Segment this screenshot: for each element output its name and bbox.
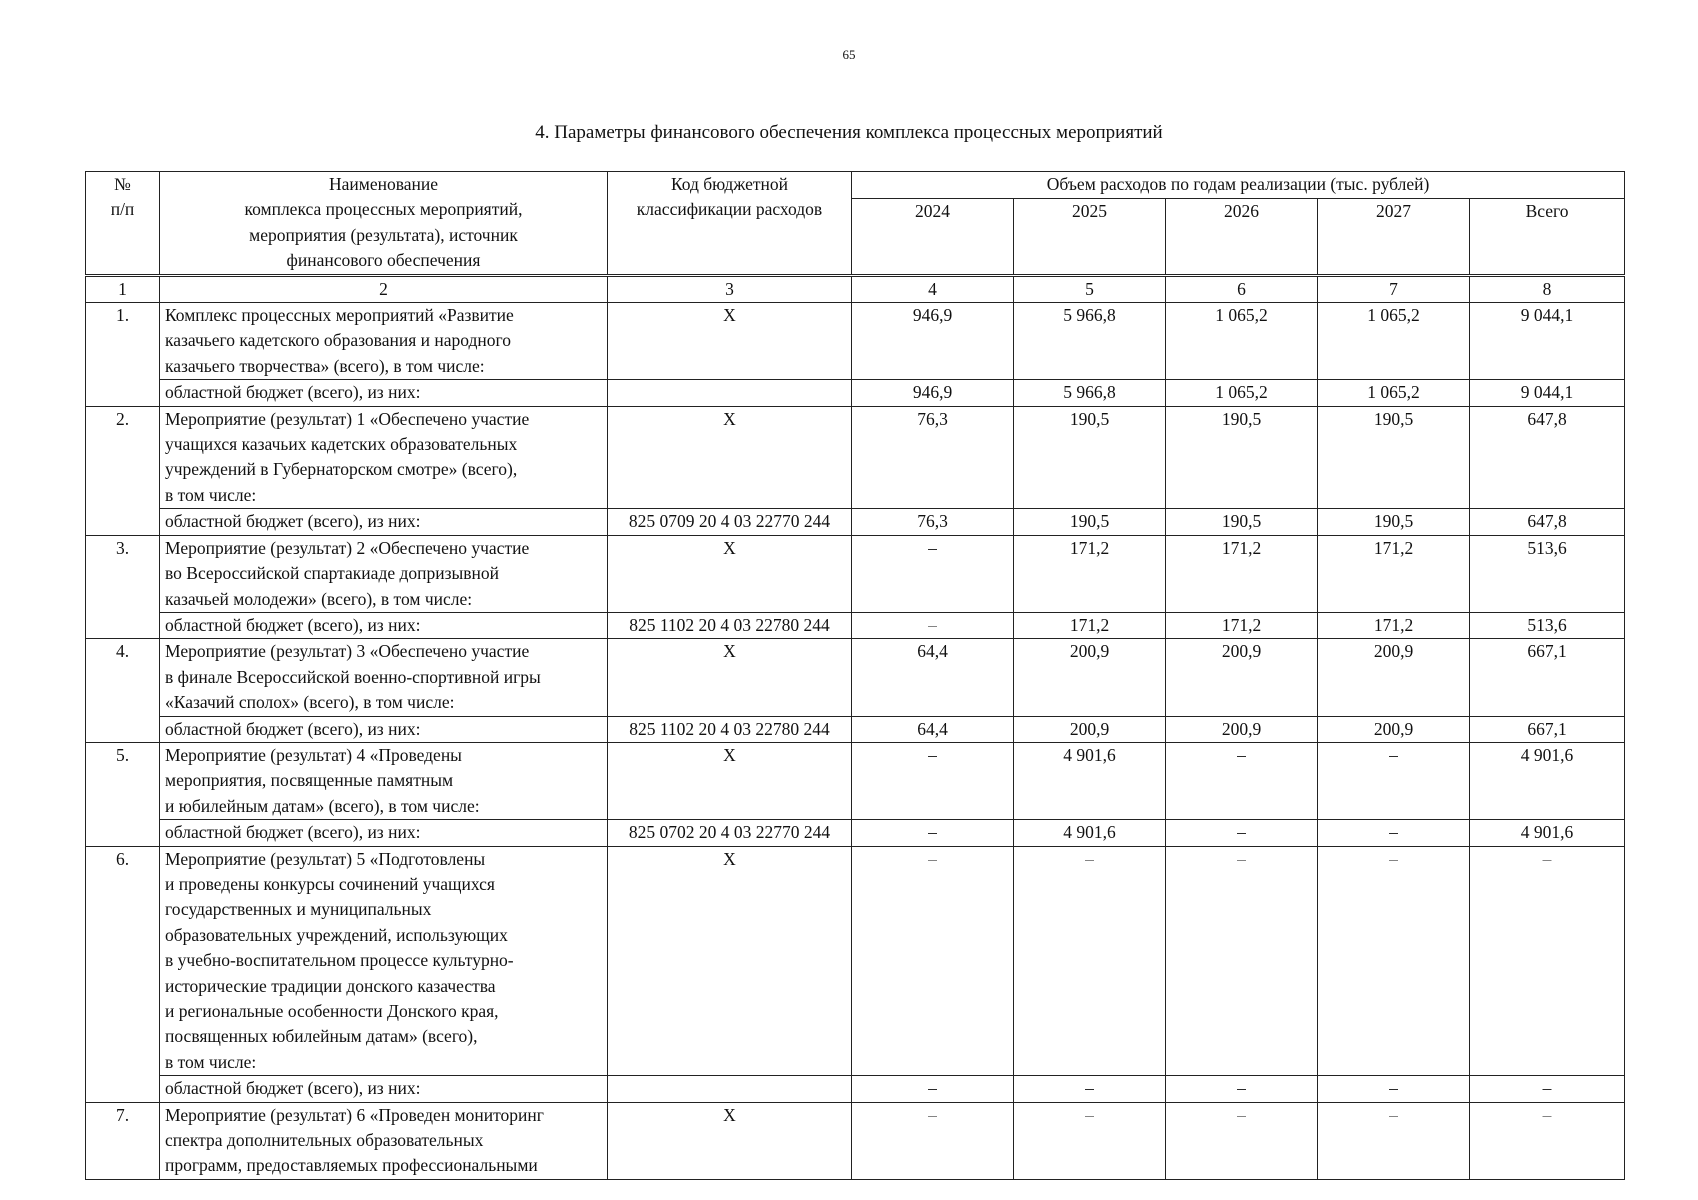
- column-number: 8: [1470, 275, 1625, 302]
- row-code: X: [608, 846, 852, 1076]
- row-value: 946,9: [852, 303, 1014, 380]
- row-value: –: [1470, 1102, 1625, 1179]
- subrow-value: 190,5: [1014, 509, 1166, 535]
- table-subrow: [86, 509, 1625, 535]
- subrow-name: областной бюджет (всего), из них:: [160, 820, 608, 846]
- row-number: 2.: [86, 406, 160, 535]
- table-row: [86, 742, 1625, 819]
- subrow-value: 200,9: [1014, 716, 1166, 742]
- header-row-1: [86, 172, 1625, 199]
- subrow-name: областной бюджет (всего), из них:: [160, 380, 608, 406]
- header-year: 2025: [1014, 198, 1166, 275]
- row-name: Мероприятие (результат) 1 «Обеспечено участие учащихся казачьих кадетских образовательных учреждений в Губернаторском смотре» (всего), в том числе:: [160, 406, 608, 509]
- table-row: [86, 639, 1625, 716]
- row-name: Мероприятие (результат) 4 «Проведены мероприятия, посвященные памятным и юбилейным датам» (всего), в том числе:: [160, 742, 608, 819]
- row-value: –: [1470, 846, 1625, 1076]
- subrow-code: 825 1102 20 4 03 22780 244: [608, 716, 852, 742]
- row-name: Комплекс процессных мероприятий «Развитие казачьего кадетского образования и народного казачьего творчества» (всего), в том числе:: [160, 303, 608, 380]
- row-number: 6.: [86, 846, 160, 1102]
- row-value: –: [1166, 846, 1318, 1076]
- row-value: –: [1166, 1102, 1318, 1179]
- table-subrow: [86, 612, 1625, 638]
- row-value: –: [1014, 846, 1166, 1076]
- subrow-value: 64,4: [852, 716, 1014, 742]
- subrow-value: 190,5: [1166, 509, 1318, 535]
- subrow-name: областной бюджет (всего), из них:: [160, 509, 608, 535]
- table-row: [86, 846, 1625, 1076]
- row-number: 5.: [86, 742, 160, 846]
- row-value: 4 901,6: [1014, 742, 1166, 819]
- subrow-value: 171,2: [1166, 612, 1318, 638]
- subrow-value: 200,9: [1318, 716, 1470, 742]
- header-year: 2024: [852, 198, 1014, 275]
- row-name: Мероприятие (результат) 3 «Обеспечено участие в финале Всероссийской военно-спортивной игры «Казачий сполох» (всего), в том числе:: [160, 639, 608, 716]
- row-value: 200,9: [1318, 639, 1470, 716]
- subrow-value: 647,8: [1470, 509, 1625, 535]
- subrow-value: –: [1318, 1076, 1470, 1102]
- table-subrow: [86, 380, 1625, 406]
- row-value: –: [1014, 1102, 1166, 1179]
- row-name: Мероприятие (результат) 5 «Подготовлены и проведены конкурсы сочинений учащихся государственных и муниципальных образовательных учреждений, использующих в учебно-воспитательном процессе культурно- исторические традиции донского казачества и региональные особенности Донского края, посвященных юбилейным датам» (всего), в том числе:: [160, 846, 608, 1076]
- subrow-value: 1 065,2: [1166, 380, 1318, 406]
- column-number: 1: [86, 275, 160, 302]
- table-row: [86, 303, 1625, 380]
- row-value: 4 901,6: [1470, 742, 1625, 819]
- row-code: X: [608, 742, 852, 819]
- column-number: 6: [1166, 275, 1318, 302]
- subrow-value: 171,2: [1014, 612, 1166, 638]
- row-value: –: [852, 535, 1014, 612]
- row-value: –: [852, 1102, 1014, 1179]
- column-number: 2: [160, 275, 608, 302]
- row-number: 4.: [86, 639, 160, 743]
- subrow-code: [608, 1076, 852, 1102]
- row-value: 171,2: [1318, 535, 1470, 612]
- column-numbers-row: [86, 275, 1625, 302]
- row-value: 647,8: [1470, 406, 1625, 509]
- header-name: Наименование комплекса процессных мероприятий, мероприятия (результата), источник финансового обеспечения: [160, 172, 608, 276]
- subrow-value: –: [852, 612, 1014, 638]
- subrow-value: 76,3: [852, 509, 1014, 535]
- subrow-value: 4 901,6: [1014, 820, 1166, 846]
- row-number: 1.: [86, 303, 160, 407]
- subrow-value: 9 044,1: [1470, 380, 1625, 406]
- row-value: 171,2: [1166, 535, 1318, 612]
- subrow-value: –: [852, 820, 1014, 846]
- table-subrow: [86, 820, 1625, 846]
- subrow-code: [608, 380, 852, 406]
- header-code: Код бюджетной классификации расходов: [608, 172, 852, 276]
- row-value: 1 065,2: [1318, 303, 1470, 380]
- row-value: –: [1318, 742, 1470, 819]
- subrow-code: 825 0702 20 4 03 22770 244: [608, 820, 852, 846]
- row-value: –: [1166, 742, 1318, 819]
- row-number: 7.: [86, 1102, 160, 1179]
- row-value: –: [852, 742, 1014, 819]
- subrow-value: –: [1318, 820, 1470, 846]
- row-value: 667,1: [1470, 639, 1625, 716]
- column-number: 3: [608, 275, 852, 302]
- subrow-value: –: [1166, 820, 1318, 846]
- row-number: 3.: [86, 535, 160, 639]
- page-number: 65: [842, 47, 856, 62]
- row-value: 190,5: [1318, 406, 1470, 509]
- row-code: X: [608, 303, 852, 380]
- header-total: Всего: [1470, 198, 1625, 275]
- row-value: 513,6: [1470, 535, 1625, 612]
- subrow-value: 513,6: [1470, 612, 1625, 638]
- row-code: X: [608, 535, 852, 612]
- subrow-code: 825 1102 20 4 03 22780 244: [608, 612, 852, 638]
- column-number: 4: [852, 275, 1014, 302]
- table-row: [86, 406, 1625, 509]
- header-year: 2026: [1166, 198, 1318, 275]
- subrow-name: областной бюджет (всего), из них:: [160, 716, 608, 742]
- row-value: –: [1318, 1102, 1470, 1179]
- row-code: X: [608, 1102, 852, 1179]
- subrow-value: 190,5: [1318, 509, 1470, 535]
- row-value: –: [1318, 846, 1470, 1076]
- subrow-value: –: [1014, 1076, 1166, 1102]
- row-value: 1 065,2: [1166, 303, 1318, 380]
- header-volume: Объем расходов по годам реализации (тыс. рублей): [852, 172, 1625, 199]
- subrow-name: областной бюджет (всего), из них:: [160, 612, 608, 638]
- subrow-value: 4 901,6: [1470, 820, 1625, 846]
- subrow-value: –: [852, 1076, 1014, 1102]
- row-value: 190,5: [1014, 406, 1166, 509]
- table-row: [86, 1102, 1625, 1179]
- section-title: 4. Параметры финансового обеспечения комплекса процессных мероприятий: [535, 122, 1163, 143]
- column-number: 7: [1318, 275, 1470, 302]
- row-value: 200,9: [1014, 639, 1166, 716]
- subrow-value: 946,9: [852, 380, 1014, 406]
- row-code: X: [608, 639, 852, 716]
- row-value: 64,4: [852, 639, 1014, 716]
- row-name: Мероприятие (результат) 2 «Обеспечено участие во Всероссийской спартакиаде допризывной казачьей молодежи» (всего), в том числе:: [160, 535, 608, 612]
- subrow-code: 825 0709 20 4 03 22770 244: [608, 509, 852, 535]
- subrow-value: 200,9: [1166, 716, 1318, 742]
- subrow-value: 667,1: [1470, 716, 1625, 742]
- financing-table: [85, 171, 1625, 1180]
- row-value: 171,2: [1014, 535, 1166, 612]
- subrow-name: областной бюджет (всего), из них:: [160, 1076, 608, 1102]
- subrow-value: 171,2: [1318, 612, 1470, 638]
- subrow-value: –: [1166, 1076, 1318, 1102]
- row-name: Мероприятие (результат) 6 «Проведен мониторинг спектра дополнительных образовательных программ, предоставляемых профессиональными: [160, 1102, 608, 1179]
- row-value: 200,9: [1166, 639, 1318, 716]
- table-subrow: [86, 1076, 1625, 1102]
- table-row: [86, 535, 1625, 612]
- row-value: 9 044,1: [1470, 303, 1625, 380]
- subrow-value: –: [1470, 1076, 1625, 1102]
- row-value: –: [852, 846, 1014, 1076]
- row-value: 190,5: [1166, 406, 1318, 509]
- header-num: № п/п: [86, 172, 160, 276]
- header-year: 2027: [1318, 198, 1470, 275]
- row-value: 76,3: [852, 406, 1014, 509]
- row-value: 5 966,8: [1014, 303, 1166, 380]
- subrow-value: 1 065,2: [1318, 380, 1470, 406]
- column-number: 5: [1014, 275, 1166, 302]
- row-code: X: [608, 406, 852, 509]
- subrow-value: 5 966,8: [1014, 380, 1166, 406]
- table-subrow: [86, 716, 1625, 742]
